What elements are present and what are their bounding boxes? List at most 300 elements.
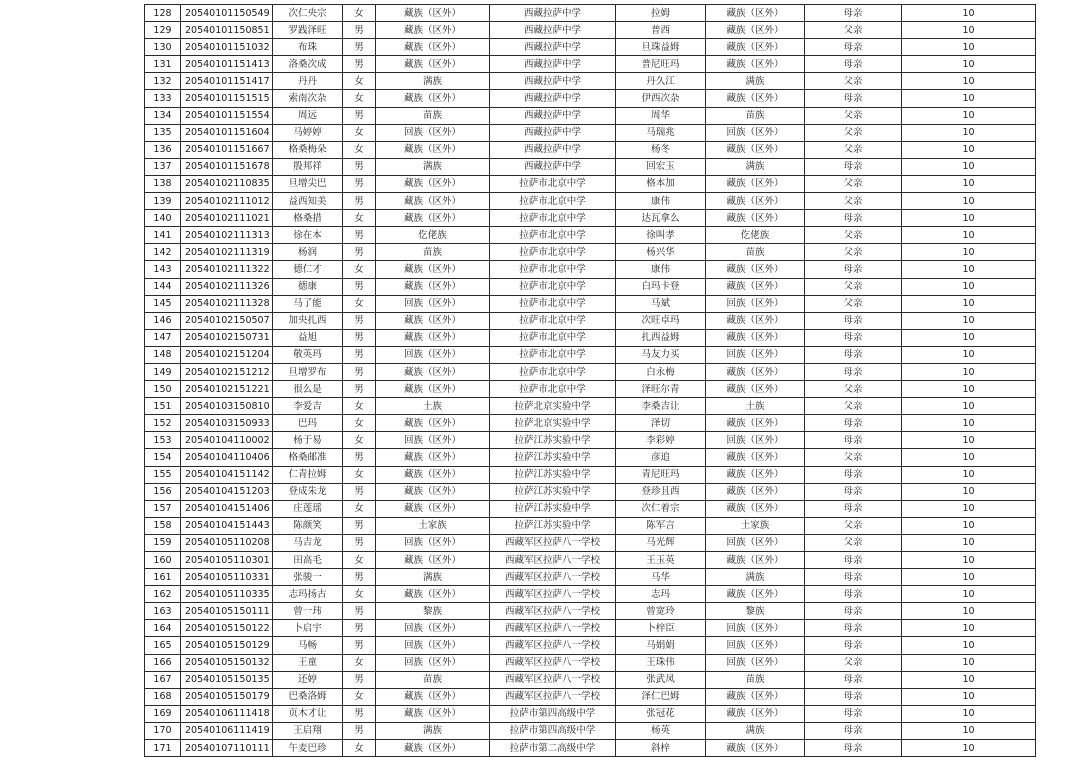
table-row xyxy=(145,346,1036,363)
relation-cell: 母亲 xyxy=(805,158,902,175)
parent-ethnicity-cell: 苗族 xyxy=(706,671,805,688)
ethnicity-cell: 土家族 xyxy=(376,517,490,534)
table-row xyxy=(145,398,1036,415)
ethnicity-cell: 回族（区外） xyxy=(376,534,490,551)
parent-name-cell: 康伟 xyxy=(616,261,706,278)
parent-ethnicity-cell: 回族（区外） xyxy=(706,295,805,312)
exam-id-cell: 20540107110111 xyxy=(181,740,273,757)
row-number-cell: 156 xyxy=(145,483,181,500)
relation-cell: 母亲 xyxy=(805,569,902,586)
school-cell: 拉萨市北京中学 xyxy=(490,329,616,346)
ethnicity-cell: 土族 xyxy=(376,398,490,415)
exam-id-cell: 20540105110335 xyxy=(181,586,273,603)
exam-id-cell: 20540105110208 xyxy=(181,534,273,551)
table-row xyxy=(145,73,1036,90)
table-row xyxy=(145,261,1036,278)
exam-id-cell: 20540104151443 xyxy=(181,517,273,534)
relation-cell: 母亲 xyxy=(805,637,902,654)
score-cell: 10 xyxy=(902,141,1036,158)
row-number-cell: 150 xyxy=(145,381,181,398)
gender-cell: 女 xyxy=(343,552,376,569)
parent-name-cell: 回宏玉 xyxy=(616,158,706,175)
exam-id-cell: 20540102111326 xyxy=(181,278,273,295)
exam-id-cell: 20540102111012 xyxy=(181,193,273,210)
parent-ethnicity-cell: 回族（区外） xyxy=(706,637,805,654)
table-row xyxy=(145,483,1036,500)
ethnicity-cell: 回族（区外） xyxy=(376,124,490,141)
exam-id-cell: 20540104110002 xyxy=(181,432,273,449)
ethnicity-cell: 藏族（区外） xyxy=(376,312,490,329)
exam-id-cell: 20540106111419 xyxy=(181,722,273,739)
ethnicity-cell: 藏族（区外） xyxy=(376,449,490,466)
school-cell: 拉萨市北京中学 xyxy=(490,210,616,227)
ethnicity-cell: 藏族（区外） xyxy=(376,141,490,158)
data-sheet xyxy=(144,4,1036,757)
row-number-cell: 136 xyxy=(145,141,181,158)
school-cell: 西藏拉萨中学 xyxy=(490,107,616,124)
student-name-cell: 马吉龙 xyxy=(273,534,343,551)
table-row xyxy=(145,432,1036,449)
relation-cell: 父亲 xyxy=(805,398,902,415)
table-row xyxy=(145,363,1036,380)
row-number-cell: 135 xyxy=(145,124,181,141)
relation-cell: 父亲 xyxy=(805,244,902,261)
parent-name-cell: 陈军言 xyxy=(616,517,706,534)
relation-cell: 母亲 xyxy=(805,740,902,757)
relation-cell: 母亲 xyxy=(805,671,902,688)
parent-ethnicity-cell: 藏族（区外） xyxy=(706,5,805,22)
student-name-cell: 巴桑洛姆 xyxy=(273,688,343,705)
row-number-cell: 134 xyxy=(145,107,181,124)
student-name-cell: 周远 xyxy=(273,107,343,124)
school-cell: 西藏拉萨中学 xyxy=(490,141,616,158)
student-name-cell: 罗践泽旺 xyxy=(273,22,343,39)
relation-cell: 父亲 xyxy=(805,22,902,39)
gender-cell: 女 xyxy=(343,261,376,278)
row-number-cell: 138 xyxy=(145,175,181,192)
ethnicity-cell: 藏族（区外） xyxy=(376,278,490,295)
gender-cell: 男 xyxy=(343,22,376,39)
student-name-cell: 马了能 xyxy=(273,295,343,312)
table-row xyxy=(145,740,1036,757)
table-row xyxy=(145,466,1036,483)
relation-cell: 父亲 xyxy=(805,124,902,141)
gender-cell: 女 xyxy=(343,295,376,312)
parent-ethnicity-cell: 满族 xyxy=(706,569,805,586)
score-cell: 10 xyxy=(902,363,1036,380)
row-number-cell: 155 xyxy=(145,466,181,483)
parent-ethnicity-cell: 藏族（区外） xyxy=(706,381,805,398)
school-cell: 西藏拉萨中学 xyxy=(490,56,616,73)
ethnicity-cell: 藏族（区外） xyxy=(376,261,490,278)
gender-cell: 男 xyxy=(343,381,376,398)
school-cell: 拉萨市北京中学 xyxy=(490,346,616,363)
score-cell: 10 xyxy=(902,278,1036,295)
row-number-cell: 169 xyxy=(145,705,181,722)
table-row xyxy=(145,141,1036,158)
school-cell: 拉萨市北京中学 xyxy=(490,193,616,210)
relation-cell: 父亲 xyxy=(805,449,902,466)
table-row xyxy=(145,312,1036,329)
relation-cell: 母亲 xyxy=(805,210,902,227)
student-name-cell: 徐在本 xyxy=(273,227,343,244)
ethnicity-cell: 藏族（区外） xyxy=(376,175,490,192)
row-number-cell: 167 xyxy=(145,671,181,688)
parent-ethnicity-cell: 藏族（区外） xyxy=(706,415,805,432)
score-cell: 10 xyxy=(902,295,1036,312)
parent-ethnicity-cell: 藏族（区外） xyxy=(706,39,805,56)
gender-cell: 男 xyxy=(343,56,376,73)
student-name-cell: 志玛扬古 xyxy=(273,586,343,603)
parent-name-cell: 王玉英 xyxy=(616,552,706,569)
gender-cell: 男 xyxy=(343,363,376,380)
row-number-cell: 137 xyxy=(145,158,181,175)
parent-ethnicity-cell: 藏族（区外） xyxy=(706,449,805,466)
relation-cell: 母亲 xyxy=(805,500,902,517)
student-name-cell: 敬英玛 xyxy=(273,346,343,363)
school-cell: 西藏拉萨中学 xyxy=(490,5,616,22)
table-row xyxy=(145,449,1036,466)
table-row xyxy=(145,124,1036,141)
ethnicity-cell: 藏族（区外） xyxy=(376,466,490,483)
ethnicity-cell: 藏族（区外） xyxy=(376,22,490,39)
parent-name-cell: 马瑞兆 xyxy=(616,124,706,141)
ethnicity-cell: 藏族（区外） xyxy=(376,5,490,22)
relation-cell: 母亲 xyxy=(805,363,902,380)
exam-id-cell: 20540101151604 xyxy=(181,124,273,141)
gender-cell: 男 xyxy=(343,603,376,620)
ethnicity-cell: 藏族（区外） xyxy=(376,500,490,517)
row-number-cell: 132 xyxy=(145,73,181,90)
gender-cell: 男 xyxy=(343,346,376,363)
row-number-cell: 168 xyxy=(145,688,181,705)
table-row xyxy=(145,5,1036,22)
student-name-cell: 曾一玮 xyxy=(273,603,343,620)
exam-id-cell: 20540104151142 xyxy=(181,466,273,483)
gender-cell: 男 xyxy=(343,722,376,739)
exam-id-cell: 20540103150810 xyxy=(181,398,273,415)
row-number-cell: 141 xyxy=(145,227,181,244)
school-cell: 西藏军区拉萨八一学校 xyxy=(490,552,616,569)
relation-cell: 父亲 xyxy=(805,654,902,671)
parent-name-cell: 马华 xyxy=(616,569,706,586)
school-cell: 西藏军区拉萨八一学校 xyxy=(490,586,616,603)
parent-ethnicity-cell: 藏族（区外） xyxy=(706,688,805,705)
parent-name-cell: 李桑吉让 xyxy=(616,398,706,415)
student-name-cell: 页木才让 xyxy=(273,705,343,722)
gender-cell: 男 xyxy=(343,329,376,346)
ethnicity-cell: 仡佬族 xyxy=(376,227,490,244)
exam-id-cell: 20540104110406 xyxy=(181,449,273,466)
parent-ethnicity-cell: 满族 xyxy=(706,158,805,175)
gender-cell: 女 xyxy=(343,141,376,158)
student-name-cell: 益旭 xyxy=(273,329,343,346)
score-cell: 10 xyxy=(902,637,1036,654)
gender-cell: 男 xyxy=(343,517,376,534)
school-cell: 西藏军区拉萨八一学校 xyxy=(490,637,616,654)
school-cell: 西藏拉萨中学 xyxy=(490,22,616,39)
ethnicity-cell: 回族（区外） xyxy=(376,654,490,671)
parent-ethnicity-cell: 藏族（区外） xyxy=(706,329,805,346)
row-number-cell: 158 xyxy=(145,517,181,534)
exam-id-cell: 20540105150132 xyxy=(181,654,273,671)
school-cell: 西藏军区拉萨八一学校 xyxy=(490,569,616,586)
parent-ethnicity-cell: 藏族（区外） xyxy=(706,175,805,192)
gender-cell: 女 xyxy=(343,90,376,107)
parent-ethnicity-cell: 回族（区外） xyxy=(706,534,805,551)
exam-id-cell: 20540101151678 xyxy=(181,158,273,175)
parent-name-cell: 白永梅 xyxy=(616,363,706,380)
score-cell: 10 xyxy=(902,586,1036,603)
exam-id-cell: 20540101151515 xyxy=(181,90,273,107)
score-cell: 10 xyxy=(902,158,1036,175)
gender-cell: 男 xyxy=(343,175,376,192)
exam-id-cell: 20540105150122 xyxy=(181,620,273,637)
relation-cell: 母亲 xyxy=(805,415,902,432)
gender-cell: 女 xyxy=(343,432,376,449)
parent-name-cell: 志玛 xyxy=(616,586,706,603)
score-cell: 10 xyxy=(902,688,1036,705)
gender-cell: 女 xyxy=(343,415,376,432)
gender-cell: 女 xyxy=(343,500,376,517)
gender-cell: 女 xyxy=(343,210,376,227)
ethnicity-cell: 藏族（区外） xyxy=(376,705,490,722)
exam-id-cell: 20540102111021 xyxy=(181,210,273,227)
score-cell: 10 xyxy=(902,329,1036,346)
parent-ethnicity-cell: 藏族（区外） xyxy=(706,261,805,278)
school-cell: 拉萨北京实验中学 xyxy=(490,415,616,432)
school-cell: 西藏军区拉萨八一学校 xyxy=(490,620,616,637)
exam-id-cell: 20540102150731 xyxy=(181,329,273,346)
parent-name-cell: 普尼旺玛 xyxy=(616,56,706,73)
parent-name-cell: 登珍且西 xyxy=(616,483,706,500)
parent-ethnicity-cell: 藏族（区外） xyxy=(706,56,805,73)
parent-name-cell: 伊西次杂 xyxy=(616,90,706,107)
parent-ethnicity-cell: 藏族（区外） xyxy=(706,22,805,39)
ethnicity-cell: 藏族（区外） xyxy=(376,415,490,432)
parent-name-cell: 马友力买 xyxy=(616,346,706,363)
relation-cell: 母亲 xyxy=(805,466,902,483)
relation-cell: 父亲 xyxy=(805,193,902,210)
ethnicity-cell: 藏族（区外） xyxy=(376,552,490,569)
row-number-cell: 171 xyxy=(145,740,181,757)
exam-id-cell: 20540101150549 xyxy=(181,5,273,22)
parent-name-cell: 马娟娟 xyxy=(616,637,706,654)
ethnicity-cell: 藏族（区外） xyxy=(376,329,490,346)
student-name-cell: 午麦巴珍 xyxy=(273,740,343,757)
exam-id-cell: 20540105150129 xyxy=(181,637,273,654)
ethnicity-cell: 回族（区外） xyxy=(376,432,490,449)
relation-cell: 母亲 xyxy=(805,432,902,449)
table-row xyxy=(145,22,1036,39)
row-number-cell: 145 xyxy=(145,295,181,312)
student-name-cell: 巴玛 xyxy=(273,415,343,432)
relation-cell: 母亲 xyxy=(805,483,902,500)
gender-cell: 男 xyxy=(343,671,376,688)
score-cell: 10 xyxy=(902,552,1036,569)
row-number-cell: 146 xyxy=(145,312,181,329)
parent-name-cell: 次仁着宗 xyxy=(616,500,706,517)
school-cell: 拉萨市北京中学 xyxy=(490,175,616,192)
gender-cell: 男 xyxy=(343,244,376,261)
table-row xyxy=(145,705,1036,722)
student-name-cell: 田高毛 xyxy=(273,552,343,569)
row-number-cell: 157 xyxy=(145,500,181,517)
table-row xyxy=(145,278,1036,295)
score-cell: 10 xyxy=(902,56,1036,73)
score-cell: 10 xyxy=(902,261,1036,278)
ethnicity-cell: 藏族（区外） xyxy=(376,90,490,107)
exam-id-cell: 20540102110835 xyxy=(181,175,273,192)
exam-id-cell: 20540102151221 xyxy=(181,381,273,398)
row-number-cell: 139 xyxy=(145,193,181,210)
student-name-cell: 杨润 xyxy=(273,244,343,261)
ethnicity-cell: 回族（区外） xyxy=(376,346,490,363)
parent-name-cell: 张武凤 xyxy=(616,671,706,688)
parent-name-cell: 青尼旺玛 xyxy=(616,466,706,483)
gender-cell: 男 xyxy=(343,637,376,654)
parent-name-cell: 徐叫孝 xyxy=(616,227,706,244)
exam-id-cell: 20540106111418 xyxy=(181,705,273,722)
score-cell: 10 xyxy=(902,227,1036,244)
table-row xyxy=(145,552,1036,569)
score-cell: 10 xyxy=(902,22,1036,39)
exam-id-cell: 20540104151203 xyxy=(181,483,273,500)
gender-cell: 女 xyxy=(343,398,376,415)
school-cell: 拉萨市北京中学 xyxy=(490,227,616,244)
table-row xyxy=(145,107,1036,124)
student-table xyxy=(144,4,1036,757)
parent-name-cell: 马光辉 xyxy=(616,534,706,551)
student-name-cell: 很么是 xyxy=(273,381,343,398)
parent-name-cell: 杨英 xyxy=(616,722,706,739)
student-name-cell: 殷邦祥 xyxy=(273,158,343,175)
exam-id-cell: 20540101151667 xyxy=(181,141,273,158)
parent-name-cell: 张冠花 xyxy=(616,705,706,722)
score-cell: 10 xyxy=(902,517,1036,534)
student-name-cell: 王启翔 xyxy=(273,722,343,739)
school-cell: 拉萨市第四高级中学 xyxy=(490,722,616,739)
score-cell: 10 xyxy=(902,483,1036,500)
student-name-cell: 格桑梅朵 xyxy=(273,141,343,158)
student-name-cell: 加央扎西 xyxy=(273,312,343,329)
parent-ethnicity-cell: 满族 xyxy=(706,73,805,90)
score-cell: 10 xyxy=(902,449,1036,466)
relation-cell: 母亲 xyxy=(805,90,902,107)
ethnicity-cell: 藏族（区外） xyxy=(376,740,490,757)
exam-id-cell: 20540102151204 xyxy=(181,346,273,363)
row-number-cell: 143 xyxy=(145,261,181,278)
school-cell: 拉萨北京实验中学 xyxy=(490,398,616,415)
row-number-cell: 152 xyxy=(145,415,181,432)
table-row xyxy=(145,415,1036,432)
school-cell: 拉萨市北京中学 xyxy=(490,261,616,278)
gender-cell: 男 xyxy=(343,39,376,56)
student-name-cell: 索南次杂 xyxy=(273,90,343,107)
gender-cell: 女 xyxy=(343,688,376,705)
table-row xyxy=(145,603,1036,620)
row-number-cell: 140 xyxy=(145,210,181,227)
parent-name-cell: 次旺卓玛 xyxy=(616,312,706,329)
ethnicity-cell: 满族 xyxy=(376,73,490,90)
parent-name-cell: 马斌 xyxy=(616,295,706,312)
ethnicity-cell: 藏族（区外） xyxy=(376,210,490,227)
school-cell: 拉萨市北京中学 xyxy=(490,363,616,380)
relation-cell: 父亲 xyxy=(805,517,902,534)
ethnicity-cell: 藏族（区外） xyxy=(376,39,490,56)
gender-cell: 男 xyxy=(343,312,376,329)
parent-name-cell: 李彩婷 xyxy=(616,432,706,449)
parent-ethnicity-cell: 藏族（区外） xyxy=(706,740,805,757)
ethnicity-cell: 苗族 xyxy=(376,671,490,688)
school-cell: 拉萨江苏实验中学 xyxy=(490,432,616,449)
school-cell: 西藏拉萨中学 xyxy=(490,39,616,56)
parent-ethnicity-cell: 藏族（区外） xyxy=(706,141,805,158)
parent-ethnicity-cell: 藏族（区外） xyxy=(706,552,805,569)
score-cell: 10 xyxy=(902,722,1036,739)
parent-name-cell: 彦追 xyxy=(616,449,706,466)
table-row xyxy=(145,39,1036,56)
table-row xyxy=(145,620,1036,637)
gender-cell: 男 xyxy=(343,449,376,466)
score-cell: 10 xyxy=(902,124,1036,141)
relation-cell: 父亲 xyxy=(805,227,902,244)
student-name-cell: 登成朱龙 xyxy=(273,483,343,500)
parent-ethnicity-cell: 苗族 xyxy=(706,244,805,261)
score-cell: 10 xyxy=(902,175,1036,192)
parent-name-cell: 杨兴华 xyxy=(616,244,706,261)
parent-name-cell: 泽仁巴姆 xyxy=(616,688,706,705)
ethnicity-cell: 藏族（区外） xyxy=(376,363,490,380)
table-row xyxy=(145,295,1036,312)
table-row xyxy=(145,637,1036,654)
row-number-cell: 160 xyxy=(145,552,181,569)
student-name-cell: 旦增罗布 xyxy=(273,363,343,380)
parent-name-cell: 康伟 xyxy=(616,193,706,210)
parent-name-cell: 拉姆 xyxy=(616,5,706,22)
relation-cell: 父亲 xyxy=(805,534,902,551)
row-number-cell: 165 xyxy=(145,637,181,654)
parent-name-cell: 王珠伟 xyxy=(616,654,706,671)
table-row xyxy=(145,244,1036,261)
score-cell: 10 xyxy=(902,415,1036,432)
gender-cell: 女 xyxy=(343,586,376,603)
table-row xyxy=(145,688,1036,705)
relation-cell: 父亲 xyxy=(805,141,902,158)
ethnicity-cell: 藏族（区外） xyxy=(376,688,490,705)
gender-cell: 男 xyxy=(343,483,376,500)
ethnicity-cell: 苗族 xyxy=(376,107,490,124)
exam-id-cell: 20540102151212 xyxy=(181,363,273,380)
row-number-cell: 162 xyxy=(145,586,181,603)
relation-cell: 母亲 xyxy=(805,722,902,739)
exam-id-cell: 20540104151406 xyxy=(181,500,273,517)
school-cell: 拉萨市北京中学 xyxy=(490,244,616,261)
exam-id-cell: 20540102111322 xyxy=(181,261,273,278)
student-name-cell: 庄莲瑶 xyxy=(273,500,343,517)
row-number-cell: 170 xyxy=(145,722,181,739)
gender-cell: 男 xyxy=(343,193,376,210)
score-cell: 10 xyxy=(902,603,1036,620)
relation-cell: 母亲 xyxy=(805,329,902,346)
student-name-cell: 格桑措 xyxy=(273,210,343,227)
relation-cell: 父亲 xyxy=(805,278,902,295)
gender-cell: 女 xyxy=(343,740,376,757)
table-row xyxy=(145,381,1036,398)
parent-name-cell: 达瓦拿么 xyxy=(616,210,706,227)
student-name-cell: 马婷婷 xyxy=(273,124,343,141)
student-name-cell: 次仁央宗 xyxy=(273,5,343,22)
